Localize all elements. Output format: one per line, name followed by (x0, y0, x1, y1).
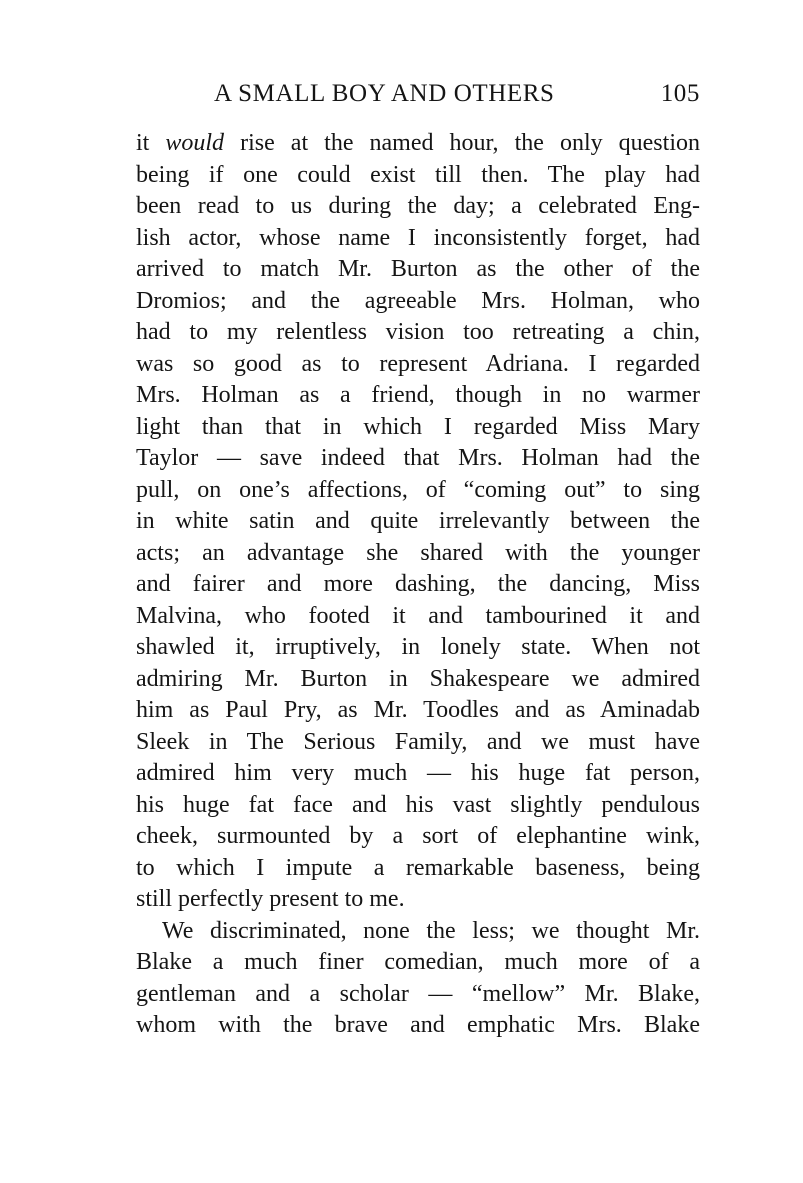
text-line: to which I impute a remarkable baseness, being (136, 854, 700, 881)
text-line: in white satin and quite irrelevantly between the (136, 508, 700, 534)
text-line: shawled it, irruptively, in lonely state. When not (136, 634, 700, 660)
text-line: it would rise at the named hour, the only question (136, 130, 700, 156)
paragraph-first-line: We discriminated, none the less; we thought Mr. (162, 917, 700, 944)
text-line: his huge fat face and his vast slightly pendulous (136, 791, 700, 818)
running-head (214, 80, 700, 116)
paragraph-last-line: still perfectly present to me. (136, 886, 405, 912)
emphasis: would (165, 130, 225, 156)
text-line: gentleman and a scholar — “mellow” Mr. Blake, (136, 980, 700, 1007)
running-title: A SMALL BOY AND OTHERS (214, 80, 555, 107)
text-line: arrived to match Mr. Burton as the other of the (136, 256, 700, 282)
text-line: Mrs. Holman as a friend, though in no warmer (136, 382, 700, 408)
text-line: Blake a much finer comedian, much more of a (136, 949, 700, 975)
text-line: admired him very much — his huge fat person, (136, 760, 700, 786)
text-line: cheek, surmounted by a sort of elephantine wink, (136, 823, 700, 849)
text-line: Malvina, who footed it and tambourined it and (136, 602, 700, 629)
page-number: 105 (660, 80, 700, 107)
text-line: Dromios; and the agreeable Mrs. Holman, who (136, 287, 700, 314)
text-line: had to my relentless vision too retreating a chin, (136, 319, 700, 345)
text-line: admiring Mr. Burton in Shakespeare we admired (136, 665, 700, 692)
text-line: and fairer and more dashing, the dancing, Miss (136, 571, 700, 597)
text-line: lish actor, whose name I inconsistently forget, had (136, 224, 700, 251)
body-text (136, 128, 700, 1042)
text-line: whom with the brave and emphatic Mrs. Blake (136, 1012, 700, 1038)
text-line: light than that in which I regarded Miss Mary (136, 413, 700, 440)
text-line: acts; an advantage she shared with the younger (136, 539, 700, 566)
text-line: been read to us during the day; a celebrated Eng- (136, 193, 700, 219)
text-line: him as Paul Pry, as Mr. Toodles and as Aminadab (136, 697, 700, 723)
text-line: being if one could exist till then. The play had (136, 161, 700, 188)
text-line: Sleek in The Serious Family, and we must have (136, 728, 700, 755)
text-line: pull, on one’s affections, of “coming out” to sing (136, 476, 700, 503)
text-line: Taylor — save indeed that Mrs. Holman had the (136, 445, 700, 471)
text-line: was so good as to represent Adriana. I regarded (136, 350, 700, 377)
